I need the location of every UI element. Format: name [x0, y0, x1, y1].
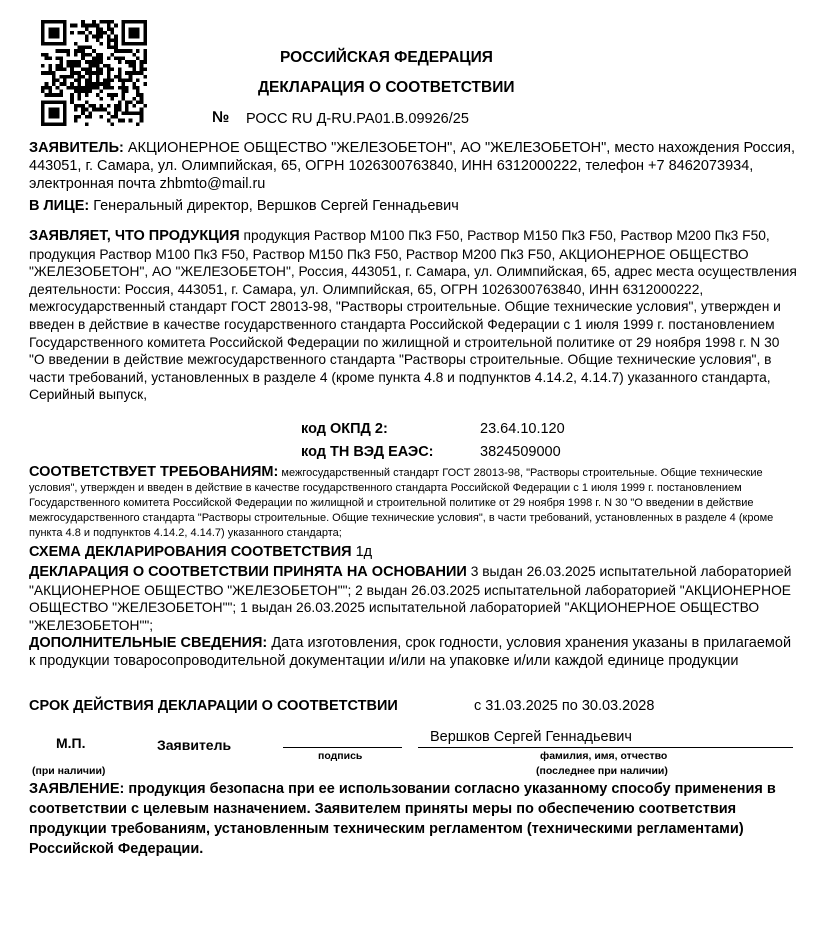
scheme-block — [29, 543, 799, 561]
requirements-label: СООТВЕТСТВУЕТ ТРЕБОВАНИЯМ: — [29, 464, 279, 480]
applicant-sign-label: Заявитель — [157, 737, 232, 753]
tnved-label: код ТН ВЭД ЕАЭС: — [301, 444, 434, 460]
validity-label: СРОК ДЕЙСТВИЯ ДЕКЛАРАЦИИ О СООТВЕТСТВИИ — [29, 698, 398, 714]
product-label: ЗАЯВЛЯЕТ, ЧТО ПРОДУКЦИЯ — [29, 228, 240, 244]
representative-label: В ЛИЦЕ: — [29, 198, 90, 214]
signature-caption: подпись — [318, 750, 363, 762]
product-text: продукция Раствор М100 Пк3 F50, Раствор М150 Пк3 F50, Раствор М200 Пк3 F50, продукция Раствор М100 Пк3 F50, Раствор М150 Пк3 F50, Раствор М200 Пк3 F50, АКЦИОНЕРНОЕ ОБЩЕСТВО "ЖЕЛЕЗОБЕТОН", АО "ЖЕЛЕЗОБЕТОН", Россия, 443051, г. Самара, ул. Олимпийская, 65, адрес места осуществления деятельности: Россия, 443051, г. Самара, ул. Олимпийская, 65, ОГРН 1026300763840, ИНН 6312000222, межгосударственный стандарт ГОСТ 28013-98, "Растворы строительные. Общие технические условия", утвержден и введен в действие в качестве государственного стандарта Российской Федерации с 1 июля 1999 г. постановлением Государственного комитета Российской Федерации по жилищной и строительной политике от 29 ноября 1998 г. N 30 "О введении в действие межгосударственного стандарта "Растворы строительные. Общие технические условия", в части требований, установленных в разделе 4 (кроме пункта 4.8 и подпунктов 4.14.2, 4.14.7) указанного стандарта, Серийный выпуск, — [29, 228, 797, 403]
scheme-value: 1д — [355, 544, 373, 560]
representative-block — [29, 197, 799, 215]
number-label: № — [212, 109, 230, 126]
signer-name: Вершков Сергей Геннадьевич — [430, 729, 632, 745]
applicant-label: ЗАЯВИТЕЛЬ: — [29, 140, 124, 156]
basis-label: ДЕКЛАРАЦИЯ О СООТВЕТСТВИИ ПРИНЯТА НА ОСНОВАНИИ — [29, 564, 467, 580]
name-line — [418, 747, 793, 748]
name-caption: фамилия, имя, отчество — [540, 750, 668, 762]
registration-number: РОСС RU Д-RU.РА01.В.09926/25 — [246, 111, 469, 127]
basis-text: 3 выдан 26.03.2025 испытательной лабораторией "АКЦИОНЕРНОЕ ОБЩЕСТВО "ЖЕЛЕЗОБЕТОН""; 2 выдан 26.03.2025 испытательной лабораторией "АКЦИОНЕРНОЕ ОБЩЕСТВО "ЖЕЛЕЗОБЕТОН""; 1 выдан 26.03.2025 испытательной лабораторией "АКЦИОНЕРНОЕ ОБЩЕСТВО "ЖЕЛЕЗОБЕТОН""; — [29, 564, 792, 633]
country-title: РОССИЙСКАЯ ФЕДЕРАЦИЯ — [280, 49, 493, 66]
basis-block — [29, 563, 799, 634]
document-title: ДЕКЛАРАЦИЯ О СООТВЕТСТВИИ — [258, 79, 515, 96]
additional-label: ДОПОЛНИТЕЛЬНЫЕ СВЕДЕНИЯ: — [29, 635, 268, 651]
validity-value: с 31.03.2025 по 30.03.2028 — [474, 698, 655, 714]
additional-block — [29, 634, 799, 670]
tnved-value: 3824509000 — [480, 444, 561, 460]
mp-note: (при наличии) — [32, 765, 106, 777]
qr-code-icon — [41, 20, 147, 126]
applicant-block — [29, 139, 799, 193]
requirements-block — [29, 465, 795, 541]
statement: ЗАЯВЛЕНИЕ: продукция безопасна при ее использовании согласно указанному способу применения в соответствии с целевым назначением. Заявителем приняты меры по обеспечению соответствия продукции требованиям, установленным техническим регламентом (техническими регламентами) Российской Федерации. — [29, 781, 776, 857]
product-block — [29, 227, 797, 404]
scheme-label: СХЕМА ДЕКЛАРИРОВАНИЯ СООТВЕТСТВИЯ — [29, 544, 352, 560]
additional-text: Дата изготовления, срок годности, условия хранения указаны в прилагаемой к продукции товаросопроводительной документации и/или на упаковке и/или каждой единице продукции — [29, 635, 792, 669]
okpd-label: код ОКПД 2: — [301, 421, 388, 437]
requirements-text: межгосударственный стандарт ГОСТ 28013-98, "Растворы строительные. Общие технические условия", утвержден и введен в действие в качестве государственного стандарта Российской Федерации с 1 июля 1999 г. постановлением Государственного комитета Российской Федерации по жилищной и строительной политике от 29 ноября 1998 г. N 30 "О введении в действие межгосударственного стандарта "Растворы строительные. Общие технические условия", в части требований, установленных в разделе 4 (кроме пункта 4.8 и подпунктов 4.14.2, 4.14.7) указанного стандарта; — [29, 467, 774, 539]
signature-line — [283, 747, 402, 748]
mp-label: М.П. — [56, 735, 86, 751]
representative-text: Генеральный директор, Вершков Сергей Геннадьевич — [93, 198, 459, 214]
okpd-value: 23.64.10.120 — [480, 421, 565, 437]
name-caption-note: (последнее при наличии) — [536, 765, 668, 777]
applicant-text: АКЦИОНЕРНОЕ ОБЩЕСТВО "ЖЕЛЕЗОБЕТОН", АО "ЖЕЛЕЗОБЕТОН", место нахождения Россия, 443051, г. Самара, ул. Олимпийская, 65, ОГРН 1026300763840, ИНН 6312000222, телефон +7 8462073934, электронная почта zhbmto@mail.ru — [29, 140, 796, 192]
